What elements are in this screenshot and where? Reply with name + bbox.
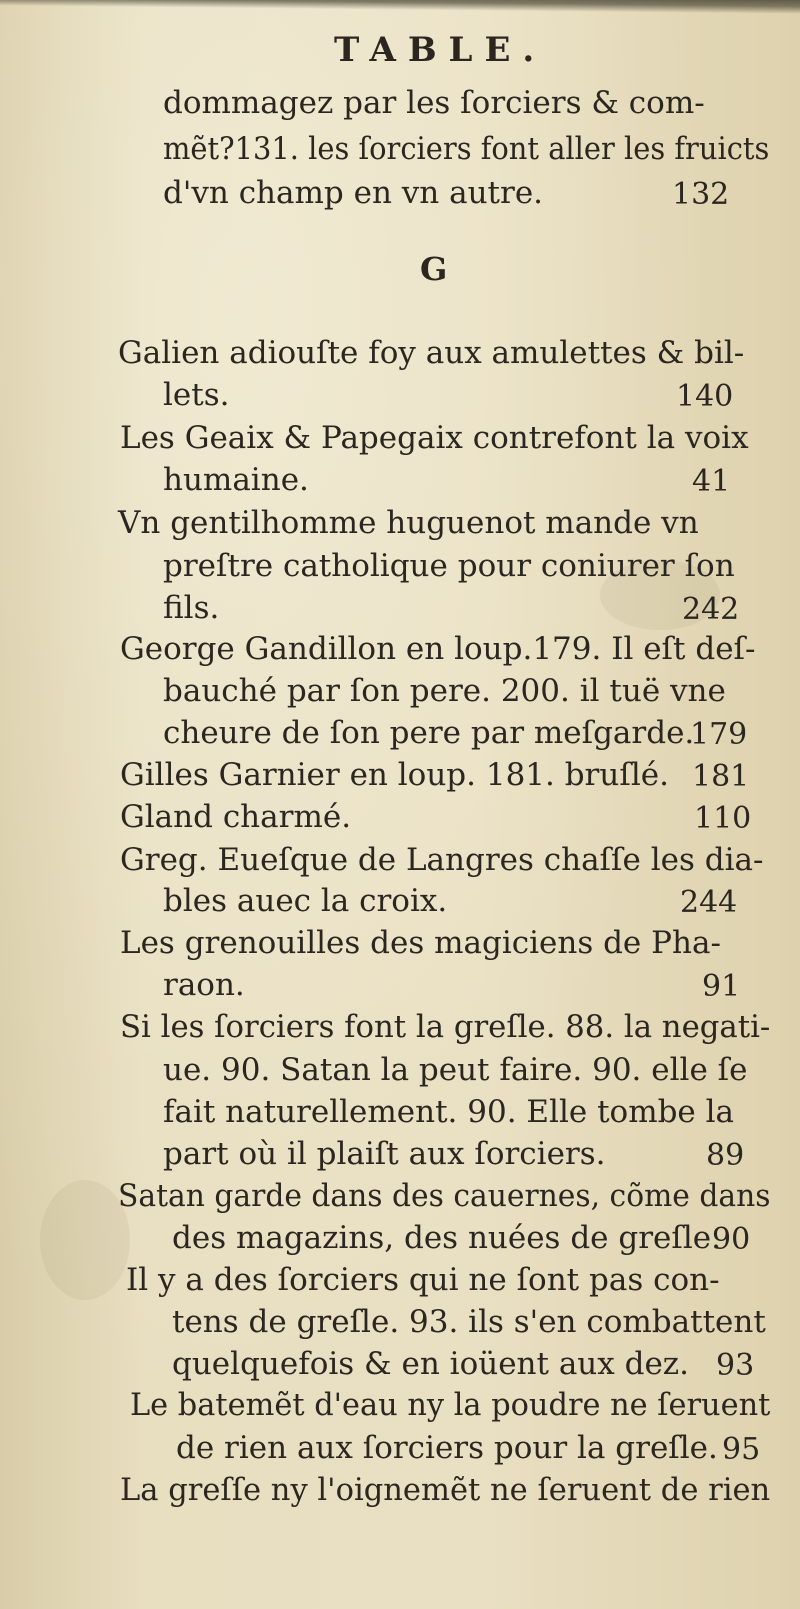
page-reference: 140 <box>676 379 734 414</box>
index-line: Vn gentilhomme huguenot mande vn <box>118 505 699 541</box>
index-line: dommagez par les ſorciers & com- <box>163 85 705 121</box>
index-line: Les grenouilles des magiciens de Pha- <box>120 925 721 961</box>
page-reference: 90 <box>712 1222 751 1257</box>
index-line: Si les ſorciers font la greſle. 88. la negati- <box>120 1009 771 1045</box>
index-line: bles auec la croix. <box>163 883 448 919</box>
index-line: d'vn champ en vn autre. <box>163 175 544 211</box>
page-reference: 95 <box>722 1432 761 1467</box>
index-line: La greſſe ny l'oignemẽt ne ſeruent de rien <box>120 1472 771 1508</box>
index-line: ue. 90. Satan la peut faire. 90. elle ſe <box>163 1052 748 1088</box>
index-line: Gilles Garnier en loup. 181. bruſlé. <box>120 757 669 793</box>
index-line: mẽt?131. les ſorciers font aller les fruicts <box>163 131 770 167</box>
index-line: Les Geaix & Papegaix contrefont la voix <box>120 420 749 456</box>
index-line: humaine. <box>163 462 309 498</box>
index-line: tens de greſle. 93. ils s'en combattent <box>172 1304 766 1340</box>
index-line: des magazins, des nuées de greſle. <box>172 1220 721 1256</box>
page-reference: 110 <box>694 801 752 836</box>
page-reference: 242 <box>682 592 740 627</box>
page-reference: 132 <box>672 177 730 212</box>
index-line: fait naturellement. 90. Elle tombe la <box>163 1094 735 1130</box>
index-line: George Gandillon en loup.179. Il eſt deſ- <box>120 631 756 667</box>
index-line: Il y a des ſorciers qui ne ſont pas con- <box>126 1262 720 1298</box>
index-line: bauché par ſon pere. 200. il tuë vne <box>163 673 726 709</box>
page-reference: 93 <box>716 1348 755 1383</box>
index-line: Gland charmé. <box>120 799 352 835</box>
index-line: Galien adiouſte foy aux amulettes & bil- <box>118 335 745 371</box>
index-line: part où il plaiſt aux ſorciers. <box>163 1136 606 1172</box>
page-reference: 181 <box>692 759 750 794</box>
page-reference: 41 <box>692 464 731 499</box>
index-line: Satan garde dans des cauernes, cõme dans <box>118 1178 771 1214</box>
index-line: preſtre catholique pour coniurer ſon <box>163 548 735 584</box>
index-line: raon. <box>163 967 245 1003</box>
page-reference: 91 <box>702 969 741 1004</box>
index-line: quelquefois & en ioüent aux dez. <box>172 1346 689 1382</box>
index-line: cheure de ſon pere par meſgarde. <box>163 715 695 751</box>
page-reference: 244 <box>680 885 738 920</box>
page-reference: 89 <box>706 1138 745 1173</box>
index-line: lets. <box>163 377 230 413</box>
index-line: Greg. Eueſque de Langres chaſſe les dia- <box>120 842 764 878</box>
page-reference: 179 <box>690 717 748 752</box>
index-line: de rien aux ſorciers pour la greſle. <box>176 1430 718 1466</box>
index-line: fils. <box>163 590 220 626</box>
section-letter: G <box>420 250 448 288</box>
running-head: TABLE. <box>334 30 547 70</box>
index-line: Le batemẽt d'eau ny la poudre ne ſeruent <box>130 1387 771 1423</box>
